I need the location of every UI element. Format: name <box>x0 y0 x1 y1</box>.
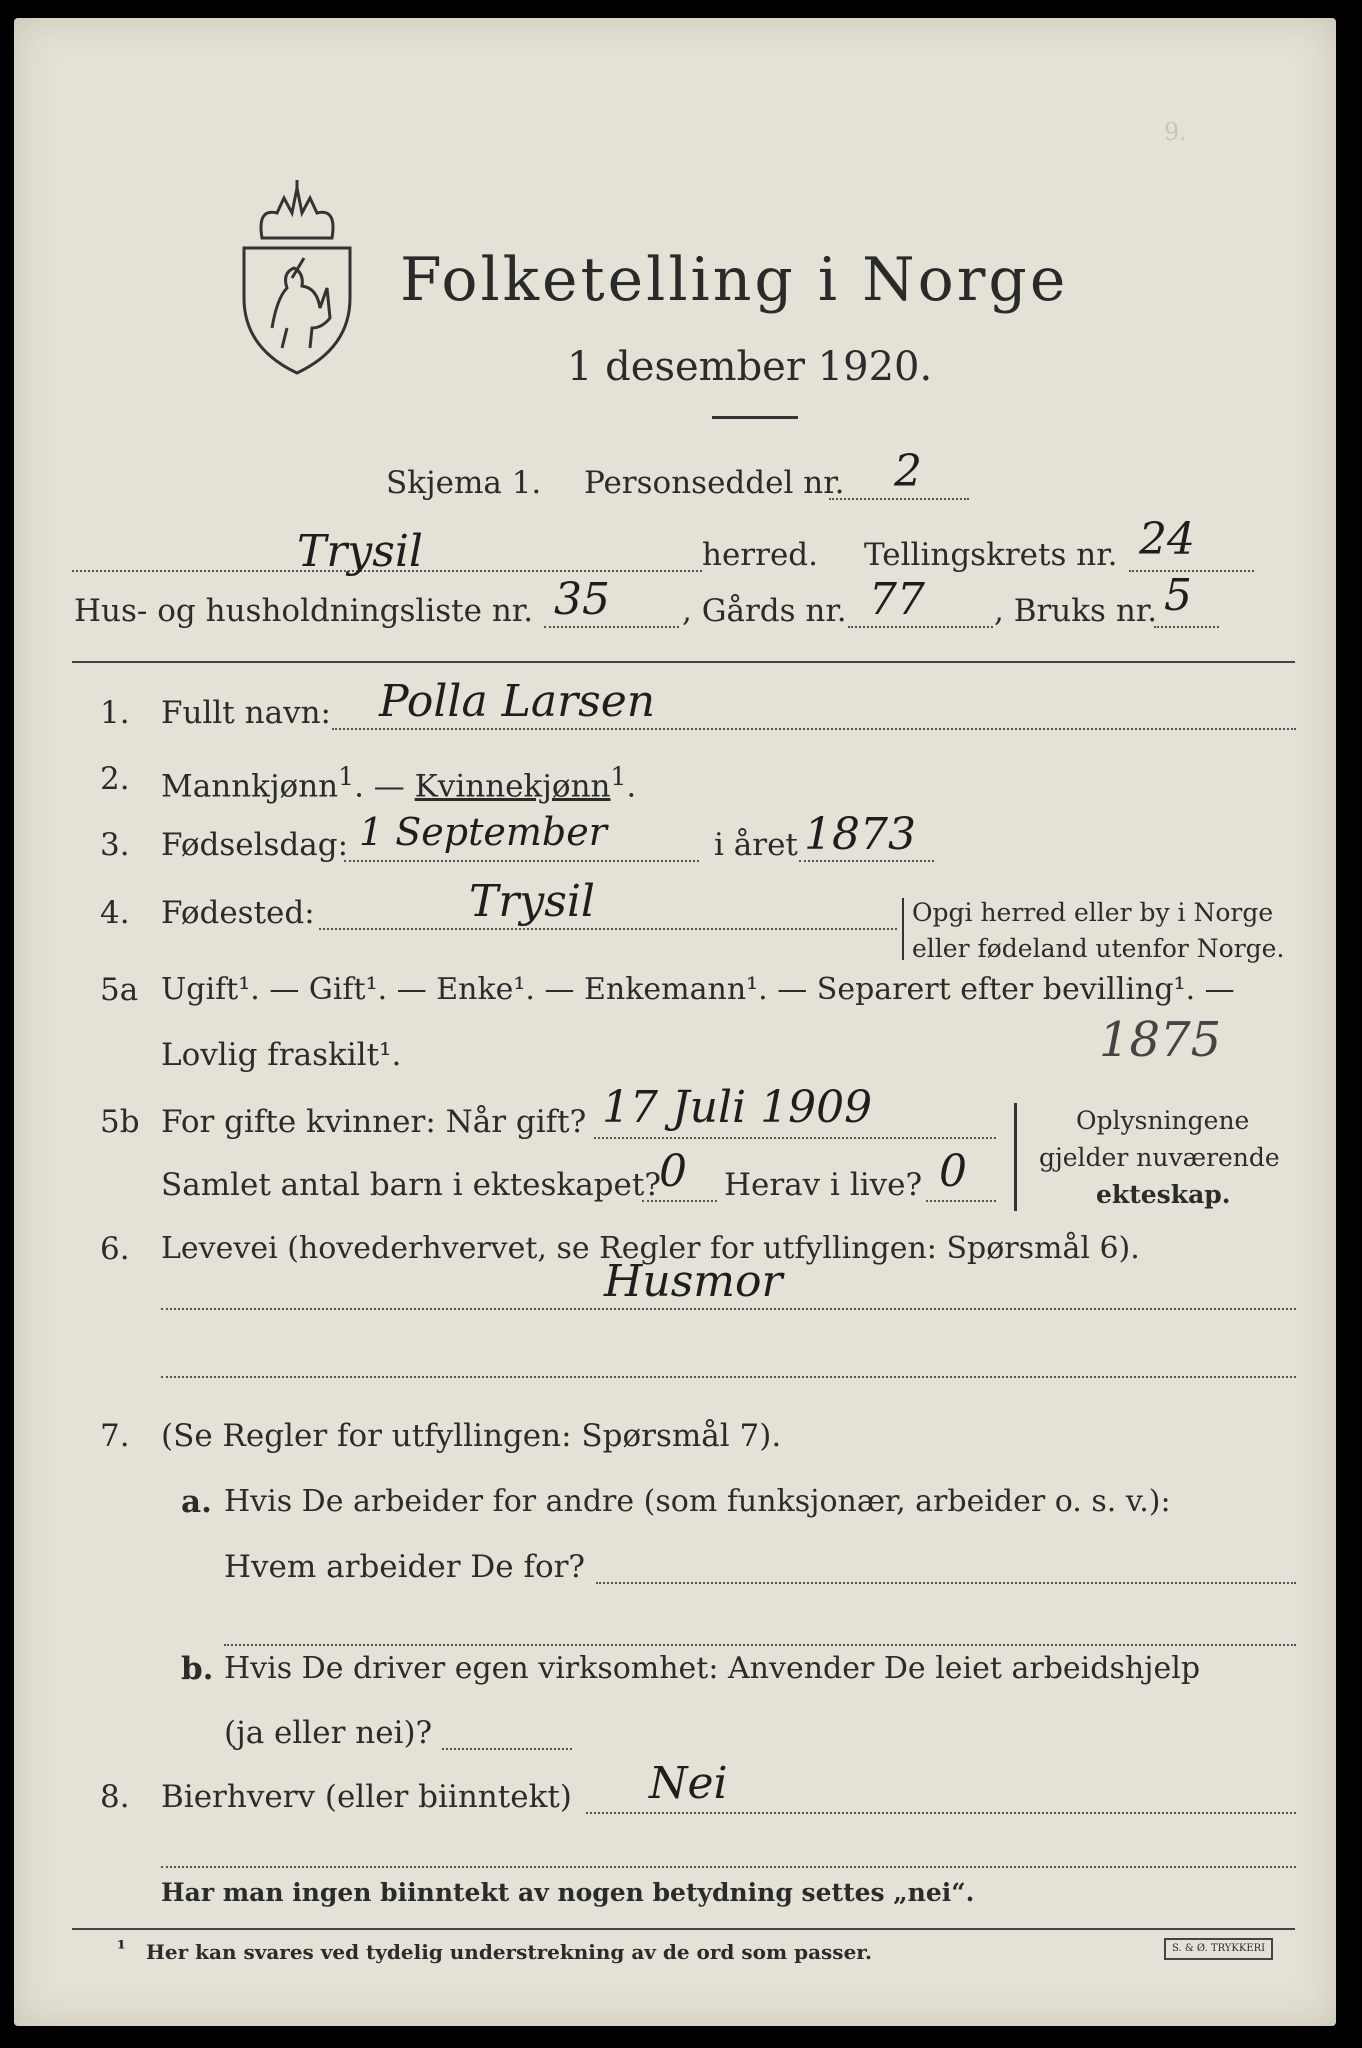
q3-label: Fødselsdag: <box>161 827 349 863</box>
q5a-line-2: Lovlig fraskilt¹. <box>161 1037 402 1073</box>
personseddel-value: 2 <box>894 446 922 497</box>
q1-label: Fullt navn: <box>161 695 331 731</box>
personseddel-field-line <box>829 498 969 500</box>
q5b-alive-field-line <box>926 1200 996 1202</box>
herred-value: Trysil <box>297 526 423 577</box>
q1-number: 1. <box>100 695 130 731</box>
q5b-note-line-2: gjelder nuværende <box>1039 1143 1280 1172</box>
q4-note-line-1: Opgi herred eller by i Norge <box>912 898 1274 927</box>
q2-number: 2. <box>100 761 130 797</box>
q3-year-field-line <box>799 860 934 862</box>
q4-number: 4. <box>100 895 130 931</box>
q7a-line-2: Hvem arbeider De for? <box>224 1549 586 1585</box>
footnote-text: Her kan svares ved tydelig understrekning av de ord som passer. <box>146 1940 872 1964</box>
q3-number: 3. <box>100 827 130 863</box>
tellingskrets-value: 24 <box>1139 514 1195 565</box>
q5b-note-line-3: ekteskap. <box>1096 1180 1231 1209</box>
gards-label: , Gårds nr. <box>682 593 847 629</box>
q3-birth-year-value: 1873 <box>804 809 916 860</box>
q6-occupation-value: Husmor <box>604 1256 783 1307</box>
q7b-letter: b. <box>181 1651 214 1687</box>
q6-field-line-1 <box>161 1308 1296 1310</box>
q7a-letter: a. <box>181 1484 212 1520</box>
bleed-through-text: 9. <box>1164 118 1187 146</box>
husliste-field-line <box>544 626 679 628</box>
q6-number: 6. <box>100 1231 130 1267</box>
tellingskrets-label: Tellingskrets nr. <box>864 537 1118 573</box>
footer-divider <box>72 1928 1295 1930</box>
q7b-line-1: Hvis De driver egen virksomhet: Anvender De leiet arbeidshjelp <box>224 1651 1201 1686</box>
footer-note: Har man ingen biinntekt av nogen betydning settes „nei“. <box>161 1878 975 1907</box>
q8-field-line-2 <box>161 1866 1296 1868</box>
q4-birthplace-value: Trysil <box>469 876 595 927</box>
printer-stamp: S. & Ø. TRYKKERI <box>1164 1938 1273 1960</box>
bruks-value: 5 <box>1164 570 1192 621</box>
q5b-children-field-line <box>642 1200 717 1202</box>
husliste-value: 35 <box>554 574 610 625</box>
q5b-alive-label: Herav i live? <box>724 1167 923 1203</box>
q5b-children-value: 0 <box>659 1146 687 1197</box>
census-date: 1 desember 1920. <box>567 344 933 390</box>
title-divider <box>712 416 798 419</box>
q3-birth-date-value: 1 September <box>359 810 607 854</box>
q7-label: (Se Regler for utfyllingen: Spørsmål 7). <box>161 1418 782 1454</box>
q8-label: Bierhverv (eller biinntekt) <box>161 1779 572 1815</box>
q4-note-brace <box>902 898 904 960</box>
q5b-alive-value: 0 <box>939 1146 967 1197</box>
census-form-paper <box>14 18 1336 2026</box>
form-title: Folketelling i Norge <box>400 245 1069 315</box>
personseddel-label: Personseddel nr. <box>584 465 845 501</box>
q5b-note-line-1: Oplysningene <box>1076 1106 1250 1135</box>
norwegian-coat-of-arms-icon <box>232 178 362 378</box>
q4-note-line-2: eller fødeland utenfor Norge. <box>912 934 1285 963</box>
q7-number: 7. <box>100 1418 130 1454</box>
q8-side-income-value: Nei <box>649 1758 728 1809</box>
q5a-number: 5a <box>100 972 139 1008</box>
q1-full-name-value: Polla Larsen <box>379 676 656 727</box>
q5a-margin-note: 1875 <box>1099 1012 1222 1068</box>
husliste-label: Hus- og husholdningsliste nr. <box>74 593 534 629</box>
bruks-field-line <box>1154 626 1219 628</box>
q5b-note-brace <box>1014 1103 1017 1211</box>
bruks-label: , Bruks nr. <box>994 593 1158 629</box>
schema-label: Skjema 1. <box>386 465 542 501</box>
q6-label: Levevei (hovederhvervet, se Regler for utfyllingen: Spørsmål 6). <box>161 1231 1140 1266</box>
q7a-field-line-1 <box>596 1582 1296 1584</box>
q7b-line-2: (ja eller nei)? <box>224 1715 433 1751</box>
footnote-mark: ¹ <box>117 1936 126 1960</box>
q7a-line-1: Hvis De arbeider for andre (som funksjonær, arbeider o. s. v.): <box>224 1484 1171 1519</box>
q8-field-line <box>586 1812 1296 1814</box>
section-divider <box>72 661 1295 663</box>
gards-value: 77 <box>869 574 925 625</box>
gards-field-line <box>848 626 993 628</box>
q6-field-line-2 <box>161 1376 1296 1378</box>
q3-year-label: i året <box>714 827 798 863</box>
q5b-children-label: Samlet antal barn i ekteskapet? <box>161 1167 661 1203</box>
q8-number: 8. <box>100 1779 130 1815</box>
q5b-when-married-value: 17 Juli 1909 <box>602 1082 873 1133</box>
herred-label: herred. <box>702 537 818 573</box>
q7b-field-line <box>442 1748 572 1750</box>
q5b-number: 5b <box>100 1104 140 1140</box>
q5b-when-married-label: For gifte kvinner: Når gift? <box>161 1104 587 1140</box>
q3-date-field-line <box>344 860 699 862</box>
q4-label: Fødested: <box>161 895 315 931</box>
q2-option-male: Mannkjønn$^1$. — Kvinnekjønn$^1$. <box>161 762 637 805</box>
q1-field-line <box>332 728 1296 730</box>
q4-field-line <box>319 928 897 930</box>
q5a-marital-options: Ugift¹. — Gift¹. — Enke¹. — Enkemann¹. — Separert efter bevilling¹. — <box>161 972 1235 1007</box>
q7a-field-line-2 <box>224 1644 1296 1646</box>
q5b-when-married-field-line <box>594 1137 996 1139</box>
